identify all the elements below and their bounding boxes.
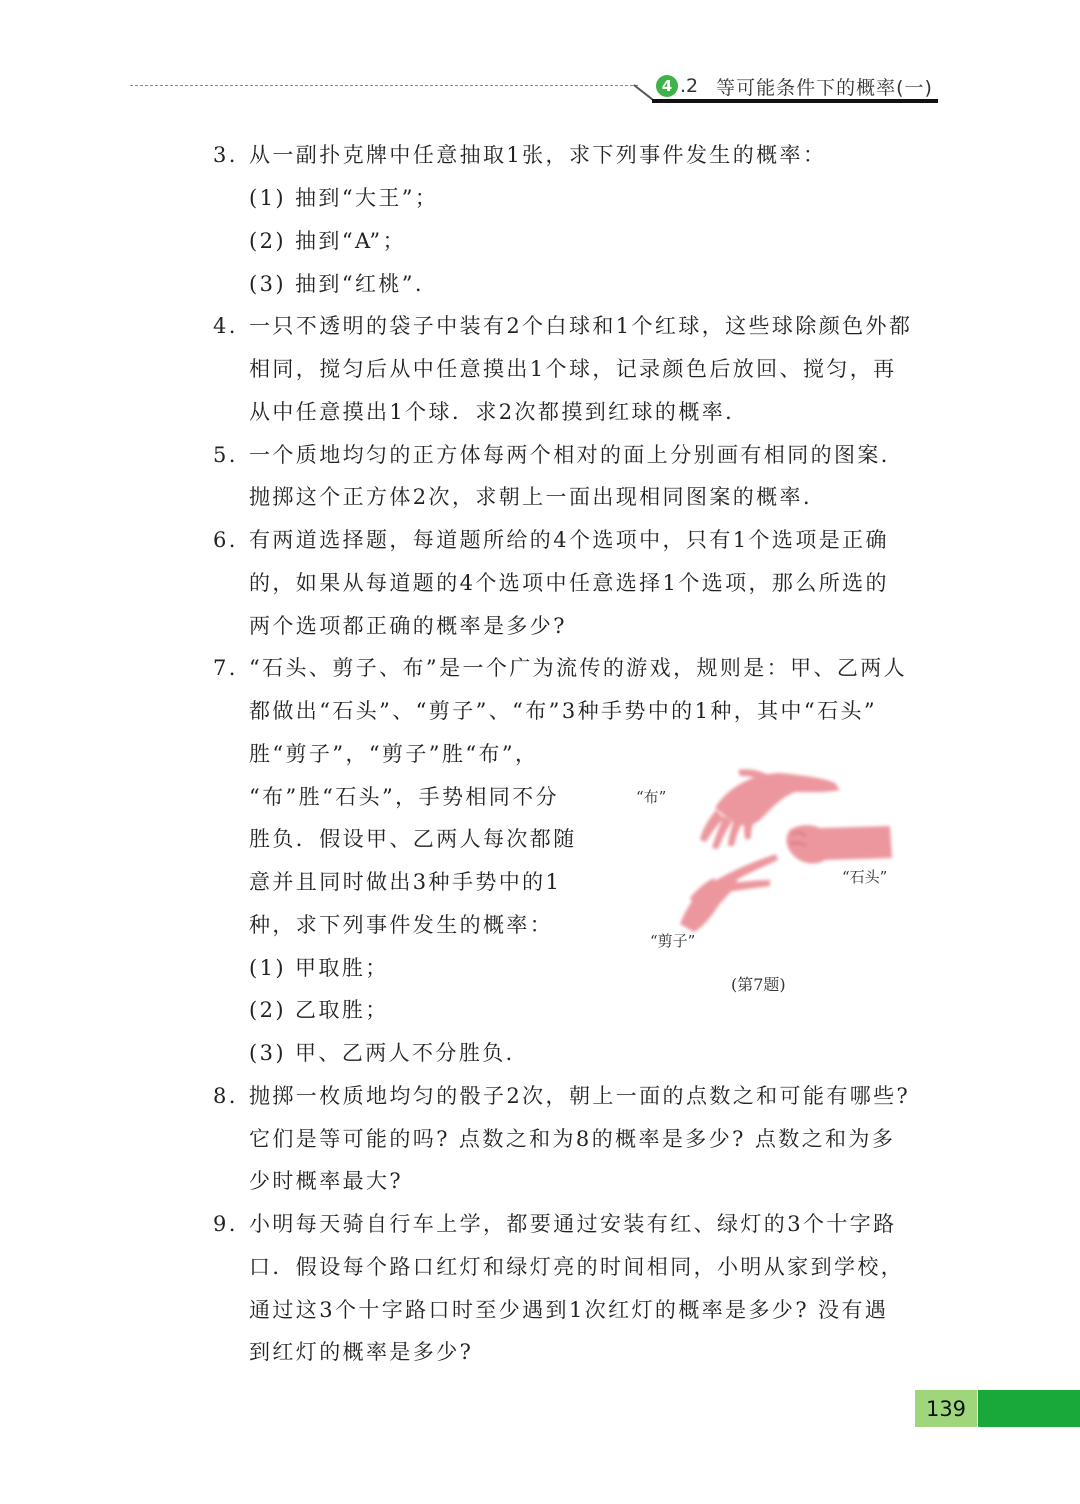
question-number: 3. [213, 143, 238, 167]
text-line: 从一副扑克牌中任意抽取1张，求下列事件发生的概率： [249, 143, 827, 167]
scissors-hand-icon [680, 854, 778, 932]
section-title: 等可能条件下的概率(一) [716, 76, 933, 99]
text-line: 一只不透明的袋子中装有2个白球和1个红球，这些球除颜色外都 [249, 314, 913, 338]
text-line: “石头、剪子、布”是一个广为流传的游戏，规则是：甲、乙两人 [249, 656, 908, 680]
text-line: (2) 抽到“A”； [249, 229, 406, 253]
text-line: 胜“剪子”，“剪子”胜“布”， [249, 742, 539, 766]
text-line: (2) 乙取胜； [249, 998, 389, 1022]
text-line: 到红灯的概率是多少? [249, 1340, 474, 1364]
header-dashed-rule [130, 85, 638, 86]
text-line: 一个质地均匀的正方体每两个相对的面上分别画有相同的图案． [249, 443, 905, 467]
section-number-sub: .2 [680, 75, 699, 97]
question-number: 7. [213, 656, 238, 680]
text-line: (1) 抽到“大王”； [249, 186, 439, 210]
text-line: 抛掷这个正方体2次，求朝上一面出现相同图案的概率． [249, 485, 827, 509]
question-number: 8. [213, 1084, 238, 1108]
page-number-bar [978, 1390, 1080, 1427]
text-line: (3) 甲、乙两人不分胜负． [249, 1041, 530, 1065]
text-line: 相同，搅匀后从中任意摸出1个球，记录颜色后放回、搅匀，再 [249, 357, 897, 381]
text-line: 的，如果从每道题的4个选项中任意选择1个选项，那么所选的 [249, 571, 889, 595]
label-cloth: “布” [636, 788, 667, 806]
text-line: 它们是等可能的吗? 点数之和为8的概率是多少? 点数之和为多 [249, 1127, 896, 1151]
figure-caption: (第7题) [731, 975, 786, 994]
text-line: 都做出“石头”、“剪子”、“布”3种手势中的1种，其中“石头” [249, 699, 878, 723]
text-line: 少时概率最大? [249, 1169, 404, 1193]
label-rock: “石头” [842, 868, 888, 886]
text-line: (1) 甲取胜； [249, 956, 389, 980]
question-number: 4. [213, 314, 238, 338]
text-line: (3) 抽到“红桃”. [249, 272, 424, 296]
text-line: 意并且同时做出3种手势中的1 [249, 870, 562, 894]
page-number: 139 [915, 1390, 977, 1427]
question-number: 6. [213, 528, 238, 552]
text-line: 有两道选择题，每道题所给的4个选项中，只有1个选项是正确 [249, 528, 889, 552]
rock-paper-scissors-figure [620, 748, 910, 958]
text-line: 抛掷一枚质地均匀的骰子2次，朝上一面的点数之和可能有哪些? [249, 1084, 911, 1108]
question-number: 9. [213, 1212, 238, 1236]
text-line: 胜负．假设甲、乙两人每次都随 [249, 827, 577, 851]
header-rule-slant [634, 84, 654, 100]
hands-illustration [620, 748, 910, 958]
text-line: 口．假设每个路口红灯和绿灯亮的时间相同，小明从家到学校， [249, 1255, 905, 1279]
label-scissors: “剪子” [650, 932, 696, 950]
text-line: “布”胜“石头”，手势相同不分 [249, 785, 559, 809]
rock-hand-icon [787, 825, 892, 863]
text-line: 两个选项都正确的概率是多少? [249, 614, 567, 638]
question-number: 5. [213, 443, 238, 467]
text-line: 种，求下列事件发生的概率： [249, 913, 554, 937]
section-header [656, 72, 933, 100]
section-number-badge: 4 [656, 75, 678, 97]
text-line: 从中任意摸出1个球．求2次都摸到红球的概率． [249, 400, 749, 424]
text-line: 通过这3个十字路口时至少遇到1次红灯的概率是多少? 没有遇 [249, 1298, 889, 1322]
text-line: 小明每天骑自行车上学，都要通过安装有红、绿灯的3个十字路 [249, 1212, 897, 1236]
